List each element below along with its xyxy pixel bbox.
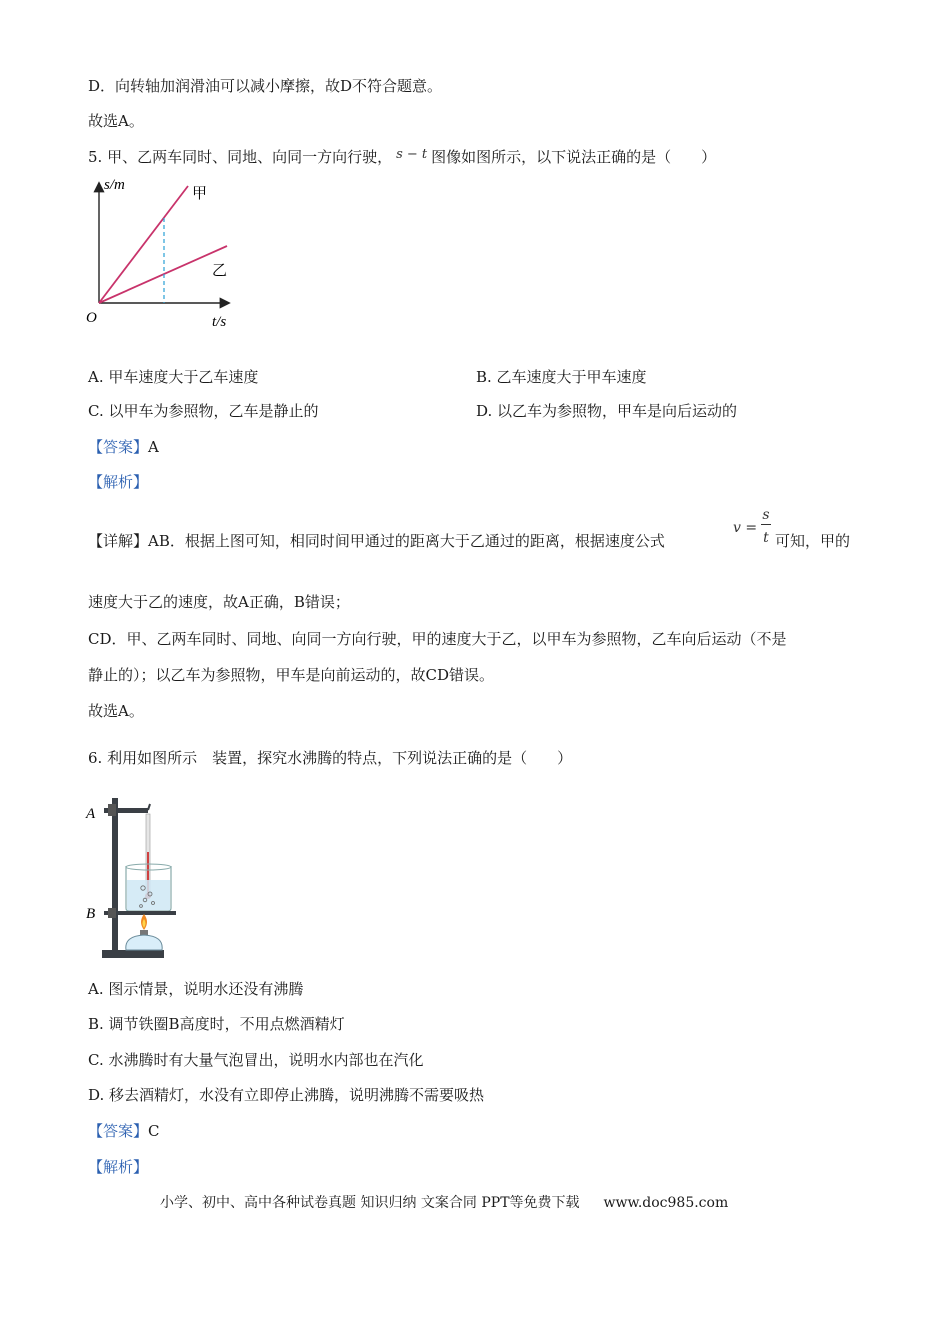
q5-answer-value: A xyxy=(148,438,159,456)
origin-label: O xyxy=(86,310,97,326)
q6-analysis-tag xyxy=(88,1157,148,1177)
prev-answer-choice: 故选A。 xyxy=(88,112,144,130)
label-yi: 乙 xyxy=(212,263,228,279)
q6-stem: 6. 利用如图所示 装置，探究水沸腾的特点，下列说法正确的是（ ） xyxy=(88,749,573,767)
formula-v: v = xyxy=(733,520,758,536)
page-footer xyxy=(160,1192,728,1212)
footer-text: 小学、初中、高中各种试卷真题 知识归纳 文案合同 PPT等免费下载 xyxy=(160,1195,580,1211)
q5-option-b: B. 乙车速度大于甲车速度 xyxy=(476,368,647,386)
q5-option-a: A. 甲车速度大于乙车速度 xyxy=(88,368,259,386)
q6-answer-tag: 【答案】 xyxy=(88,1122,149,1140)
formula-denominator: t xyxy=(763,530,769,546)
footer-url[interactable]: www.doc985.com xyxy=(603,1195,729,1211)
q5-detail-tag: 【详解】 xyxy=(88,532,149,550)
q6-option-b: B. 调节铁圈B高度时，不用点燃酒精灯 xyxy=(88,1015,345,1033)
q5-detail-line-4: 静止的）；以乙车为参照物，甲车是向前运动的，故CD错误。 xyxy=(88,666,495,684)
q6-answer xyxy=(88,1121,160,1141)
speed-formula xyxy=(733,520,757,536)
q6-option-c: C. 水沸腾时有大量气泡冒出，说明水内部也在汽化 xyxy=(88,1051,424,1069)
stand-base xyxy=(102,950,164,958)
prev-option-d-explanation: D．向转轴加润滑油可以减小摩擦，故D不符合题意。 xyxy=(88,77,443,95)
q5-option-d: D. 以乙车为参照物，甲车是向后运动的 xyxy=(476,402,738,420)
y-axis-label: s/m xyxy=(104,177,125,193)
q5-answer xyxy=(88,437,159,457)
line-jia xyxy=(99,186,188,303)
label-jia: 甲 xyxy=(192,186,208,202)
formula-numerator: s xyxy=(762,507,770,523)
q5-answer-choice: 故选A。 xyxy=(88,702,144,720)
q5-detail-line-1 xyxy=(88,531,665,551)
q5-analysis-tag xyxy=(88,472,148,492)
q6-answer-value: C xyxy=(148,1122,160,1140)
q5-stem-pre: 5. 甲、乙两车同时、同地、向同一方向行驶， xyxy=(88,148,393,166)
q6-option-d: D. 移去酒精灯，水没有立即停止沸腾，说明沸腾不需要吸热 xyxy=(88,1086,485,1104)
label-a: A xyxy=(86,806,96,822)
formula-fraction xyxy=(760,507,772,546)
alcohol-lamp xyxy=(126,935,162,950)
q5-st-graph xyxy=(82,172,242,334)
q5-detail-text-1: AB．根据上图可知，相同时间甲通过的距离大于乙通过的距离，根据速度公式 xyxy=(148,532,665,550)
q6-option-a: A. 图示情景，说明水还没有沸腾 xyxy=(88,980,304,998)
q5-detail-line-2: 速度大于乙的速度，故A正确，B错误； xyxy=(88,593,350,611)
q5-analysis-label: 【解析】 xyxy=(88,473,149,491)
stand-rod xyxy=(112,798,118,952)
q5-answer-tag: 【答案】 xyxy=(88,438,149,456)
q5-option-c: C. 以甲车为参照物，乙车是静止的 xyxy=(88,402,319,420)
q5-stem xyxy=(88,147,716,169)
q5-detail-text-1-end: 可知，甲的 xyxy=(775,532,851,550)
q6-analysis-label: 【解析】 xyxy=(88,1158,149,1176)
label-b: B xyxy=(86,906,96,922)
q5-stem-formula: s − t xyxy=(396,147,428,162)
q5-stem-post: 图像如图所示，以下说法正确的是（ ） xyxy=(431,148,717,166)
line-yi xyxy=(99,246,227,303)
q6-boiling-apparatus xyxy=(84,790,194,970)
x-axis-label: t/s xyxy=(212,314,227,330)
q5-detail-line-3: CD．甲、乙两车同时、同地、向同一方向行驶，甲的速度大于乙，以甲车为参照物，乙车向后运动（不是 xyxy=(88,630,787,648)
